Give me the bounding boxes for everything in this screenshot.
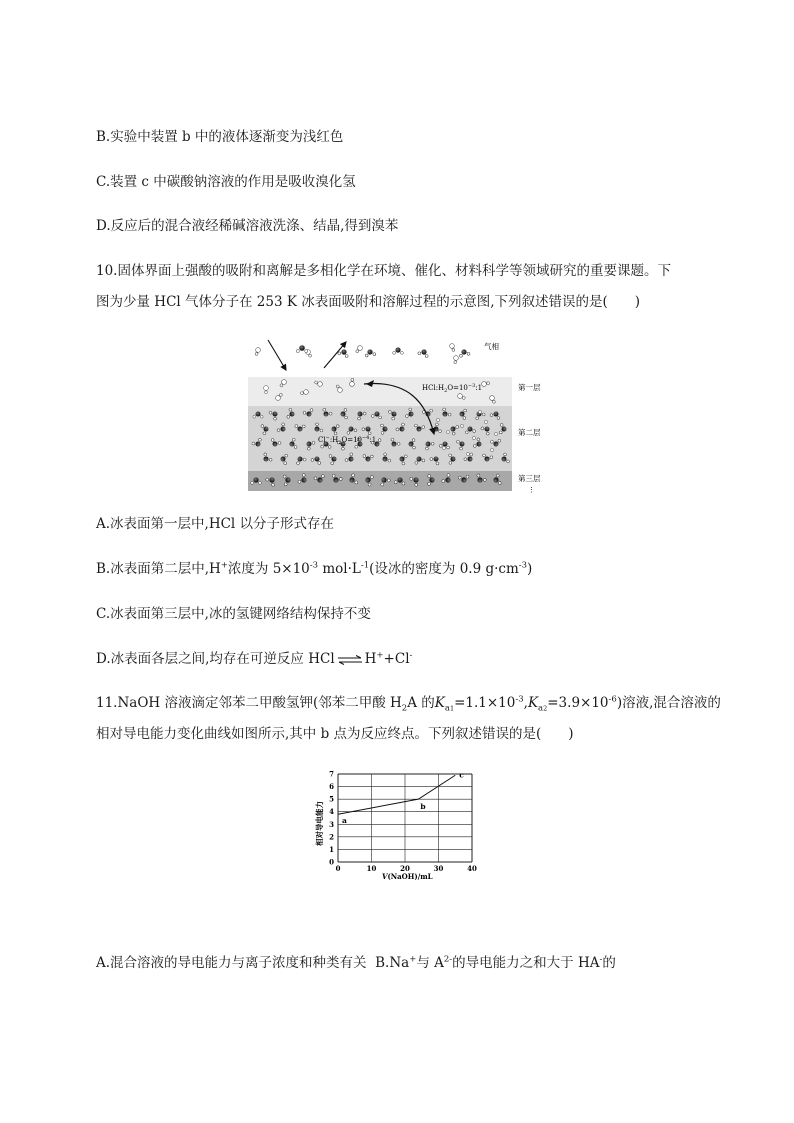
layer-2-label: 第二层 xyxy=(518,428,541,437)
gas-phase-label: 气相 xyxy=(484,342,499,351)
x-tick-label: 20 xyxy=(400,864,410,873)
q10-stem-line2: 图为少量 HCl 气体分子在 253 K 冰表面吸附和溶解过程的示意图,下列叙述错误的是( ) xyxy=(96,294,641,310)
gas-water-molecule xyxy=(296,345,307,352)
layer-3-label: 第三层 xyxy=(518,474,541,483)
conductivity-chart xyxy=(310,766,490,886)
y-tick-label: 2 xyxy=(329,832,334,842)
q9-option-b: B.实验中装置 b 中的液体逐渐变为浅红色 xyxy=(96,129,344,145)
ratio-label-layer1: $HCl:H_2O=10^{-3}:1$ xyxy=(422,383,483,394)
incoming-arrow xyxy=(268,340,286,370)
gas-water-molecule xyxy=(393,347,404,354)
y-tick-label: 6 xyxy=(329,782,334,792)
q11-options-line: A.混合溶液的导电能力与离子浓度和种类有关 B.Na+与 $A^{2-}$的导电能力之和大于 HA-的 xyxy=(96,954,616,971)
y-tick-label: 3 xyxy=(329,819,334,829)
more-layers-mark: ⋮ xyxy=(528,486,535,494)
x-tick-label: 40 xyxy=(467,864,477,873)
ratio-label-layer2: $Cl^-:H_2O=10^{-4}:1$ xyxy=(318,435,377,446)
outgoing-arrow xyxy=(324,342,346,368)
q10-option-c: C.冰表面第三层中,冰的氢键网络结构保持不变 xyxy=(96,606,371,622)
gas-water-molecule xyxy=(418,348,430,358)
y-tick-label: 5 xyxy=(329,794,334,804)
q10-option-a: A.冰表面第一层中,HCl 以分子形式存在 xyxy=(96,516,335,532)
layer-1-label: 第一层 xyxy=(518,383,541,392)
q10-option-b: B.冰表面第二层中,H+浓度为 $5\times 10^{-3}$ $mol\cdot L^{-1}$(设冰的密度为 0.9 $g\cdot cm^{-3}$) xyxy=(96,560,533,577)
dissolved-ion xyxy=(460,424,463,427)
q9-option-d: D.反应后的混合液经稀碱溶液洗涤、结晶,得到溴苯 xyxy=(96,218,399,234)
x-tick-label: 0 xyxy=(335,864,341,873)
q11-stem-line1: 11.NaOH 溶液滴定邻苯二甲酸氢钾(邻苯二甲酸 $H_2A$ 的$K_{a1}=1.1\times 10^{-3},K_{a2}=3.9\times 10^{-6}$)溶液,混合溶液的 xyxy=(96,694,721,714)
gas-water-molecule xyxy=(364,349,376,358)
y-tick-label: 0 xyxy=(329,857,334,867)
layer-1-band xyxy=(248,377,512,406)
equilibrium-arrow-icon xyxy=(337,655,363,665)
q10-option-d: D.冰表面各层之间,均存在可逆反应 HCl H++Cl- xyxy=(96,650,413,667)
hcl-molecule xyxy=(355,345,364,354)
dissolved-ion xyxy=(466,452,469,455)
dissolved-ion xyxy=(478,410,481,413)
dissolved-ion xyxy=(490,448,493,451)
hcl-molecule xyxy=(449,343,456,352)
x-tick-label: 10 xyxy=(366,864,377,873)
y-tick-label: 1 xyxy=(329,844,334,854)
dissolved-ion xyxy=(472,436,475,439)
q11-stem-line2: 相对导电能力变化曲线如图所示,其中 b 点为反应终点。下列叙述错误的是( ) xyxy=(96,726,574,742)
hcl-molecule xyxy=(453,355,459,364)
y-tick-label: 4 xyxy=(329,807,334,817)
y-tick-label: 7 xyxy=(329,769,334,779)
conductivity-curve xyxy=(338,775,455,814)
point-label-a: a xyxy=(342,816,347,826)
dissolved-ion xyxy=(494,432,497,435)
y-axis-label: 相对导电能力 xyxy=(315,801,324,846)
point-label-b: b xyxy=(420,802,426,812)
q10-stem-line1: 10.固体界面上强酸的吸附和离解是多相化学在环境、催化、材料科学等领域研究的重要课题。下 xyxy=(96,263,671,279)
dissolved-ion xyxy=(436,418,439,421)
q9-option-c: C.装置 c 中碳酸钠溶液的作用是吸收溴化氢 xyxy=(96,174,356,190)
dissolved-ion xyxy=(442,446,445,449)
x-tick-label: 30 xyxy=(433,864,444,873)
hcl-molecule xyxy=(254,347,261,356)
dissolved-ion xyxy=(446,430,449,433)
gas-water-molecule xyxy=(458,348,470,357)
dissolved-ion xyxy=(484,420,487,423)
point-label-c: c xyxy=(459,770,464,780)
x-axis-label: V(NaOH)/mL xyxy=(382,872,433,881)
ice-surface-figure xyxy=(248,336,543,496)
